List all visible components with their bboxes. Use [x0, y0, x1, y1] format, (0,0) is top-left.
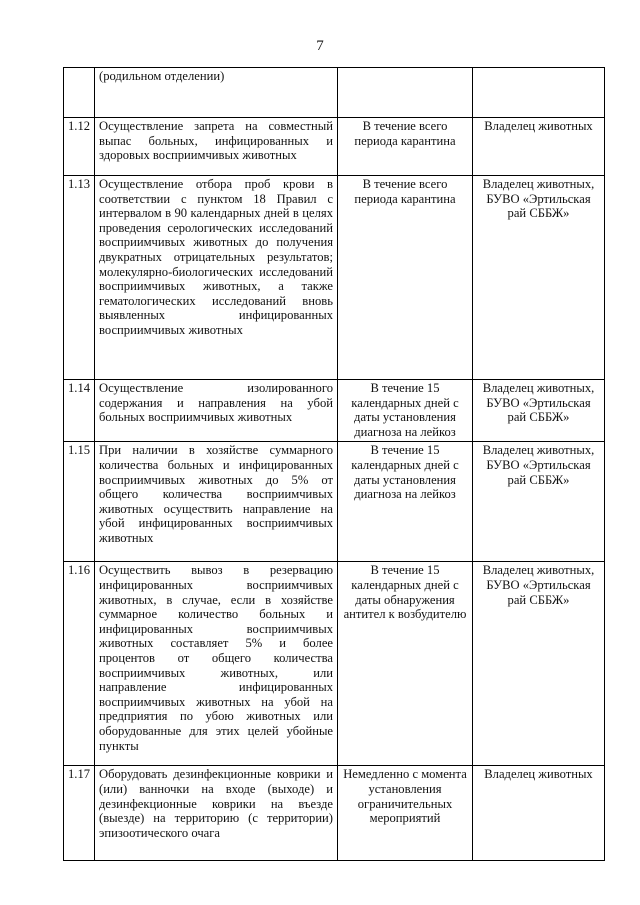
row-term: В течение всего периода карантина — [338, 118, 473, 176]
row-responsible: Владелец животных, БУВО «Эртильская рай СББЖ» — [473, 380, 605, 442]
table-row — [64, 766, 605, 861]
row-responsible: Владелец животных — [473, 766, 605, 861]
row-term — [338, 68, 473, 118]
row-term: В течение 15 календарных дней с даты обнаружения антител к возбудителю — [338, 562, 473, 766]
row-number: 1.16 — [64, 562, 95, 766]
page-number: 7 — [316, 38, 324, 54]
row-term: В течение 15 календарных дней с даты установления диагноза на лейкоз — [338, 380, 473, 442]
table-row — [64, 118, 605, 176]
row-action: При наличии в хозяйстве суммарного количества больных и инфицированных восприимчивых животных до 5% от общего количества восприимчивых животных осуществить направление на убой инфицированных восприимчивых животных — [95, 442, 338, 562]
row-number: 1.12 — [64, 118, 95, 176]
table-row — [64, 380, 605, 442]
row-responsible: Владелец животных, БУВО «Эртильская рай СББЖ» — [473, 562, 605, 766]
row-action: Осуществление запрета на совместный выпас больных, инфицированных и здоровых восприимчивых животных — [95, 118, 338, 176]
row-responsible: Владелец животных — [473, 118, 605, 176]
row-term: В течение 15 календарных дней с даты установления диагноза на лейкоз — [338, 442, 473, 562]
table-row — [64, 68, 605, 118]
measures-table — [63, 67, 605, 861]
table-row — [64, 562, 605, 766]
table-row — [64, 176, 605, 380]
row-responsible — [473, 68, 605, 118]
row-number: 1.17 — [64, 766, 95, 861]
row-action: Осуществление отбора проб крови в соответствии с пунктом 18 Правил с интервалом в 90 календарных дней в целях проведения серологических исследований восприимчивых животных до получения двукратных отрицательных результатов; молекулярно-биологических исследований восприимчивых животных, а также гематологических исследований вновь выявленных инфицированных восприимчивых животных — [95, 176, 338, 380]
row-number: 1.14 — [64, 380, 95, 442]
row-action: Оборудовать дезинфекционные коврики и (или) ванночки на входе (выходе) и дезинфекционные коврики на въезде (выезде) на территорию (с территории) эпизоотического очага — [95, 766, 338, 861]
row-term: В течение всего периода карантина — [338, 176, 473, 380]
row-action: Осуществить вывоз в резервацию инфицированных восприимчивых животных, в случае, если в хозяйстве суммарное количество больных и инфицированных восприимчивых животных составляет 5% и более процентов от общего количества восприимчивых животных, или направление инфицированных восприимчивых животных на убой на предприятия по убою животных или оборудованные для этих целей убойные пункты — [95, 562, 338, 766]
row-action: (родильном отделении) — [95, 68, 338, 118]
row-number: 1.15 — [64, 442, 95, 562]
row-action: Осуществление изолированного содержания и направления на убой больных восприимчивых животных — [95, 380, 338, 442]
row-term: Немедленно с момента установления ограничительных мероприятий — [338, 766, 473, 861]
row-responsible: Владелец животных, БУВО «Эртильская рай СББЖ» — [473, 442, 605, 562]
row-responsible: Владелец животных, БУВО «Эртильская рай СББЖ» — [473, 176, 605, 380]
row-number: 1.13 — [64, 176, 95, 380]
row-number — [64, 68, 95, 118]
table-row — [64, 442, 605, 562]
